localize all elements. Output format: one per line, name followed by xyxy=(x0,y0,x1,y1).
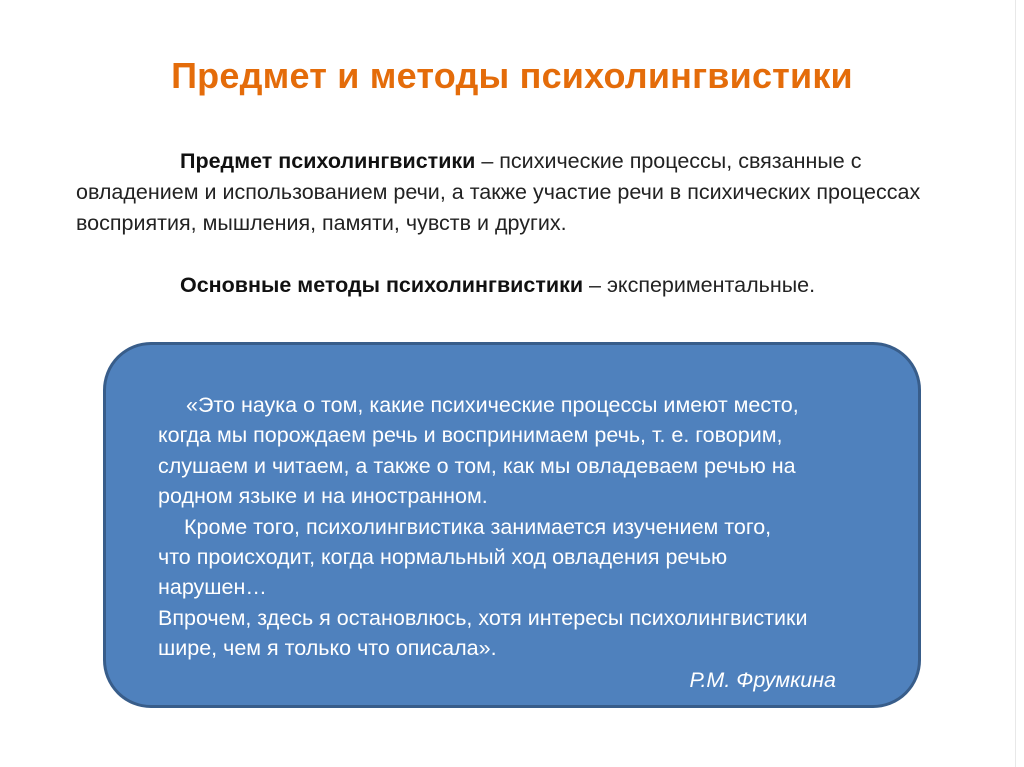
quote-line: шире, чем я только что описала». xyxy=(158,636,497,661)
quote-line: нарушен… xyxy=(158,575,267,600)
slide-title: Предмет и методы психолингвистики xyxy=(171,55,853,96)
quote-line: «Это наука о том, какие психические процессы имеют место, xyxy=(186,393,799,417)
quote-line: Впрочем, здесь я остановлюсь, хотя интересы психолингвистики xyxy=(158,605,808,630)
methods-paragraph xyxy=(76,270,936,301)
subject-term: Предмет психолингвистики xyxy=(180,149,476,173)
methods-term: Основные методы психолингвистики xyxy=(180,273,584,297)
quote-line: родном языке и на иностранном. xyxy=(158,484,488,509)
quote-author: Р.М. Фрумкина xyxy=(689,668,836,692)
quote-line: слушаем и читаем, а также о том, как мы овладеваем речью на xyxy=(158,453,796,478)
quote-line: когда мы порождаем речь и воспринимаем речь, т. е. говорим, xyxy=(158,423,783,448)
methods-text: – экспериментальные. xyxy=(583,273,816,297)
slide-edge-divider xyxy=(1015,0,1016,767)
quote-line: Кроме того, психолингвистика занимается изучением того, xyxy=(184,514,772,539)
quote-text xyxy=(158,390,888,664)
quote-line: что происходит, когда нормальный ход овладения речью xyxy=(158,545,728,570)
subject-definition-text: – психические процессы, связанные с овладением и использованием речи, а также участие речи в психических процессах восприятия, мышления, памяти, чувств и других. xyxy=(76,149,921,235)
subject-definition-paragraph xyxy=(76,146,936,239)
